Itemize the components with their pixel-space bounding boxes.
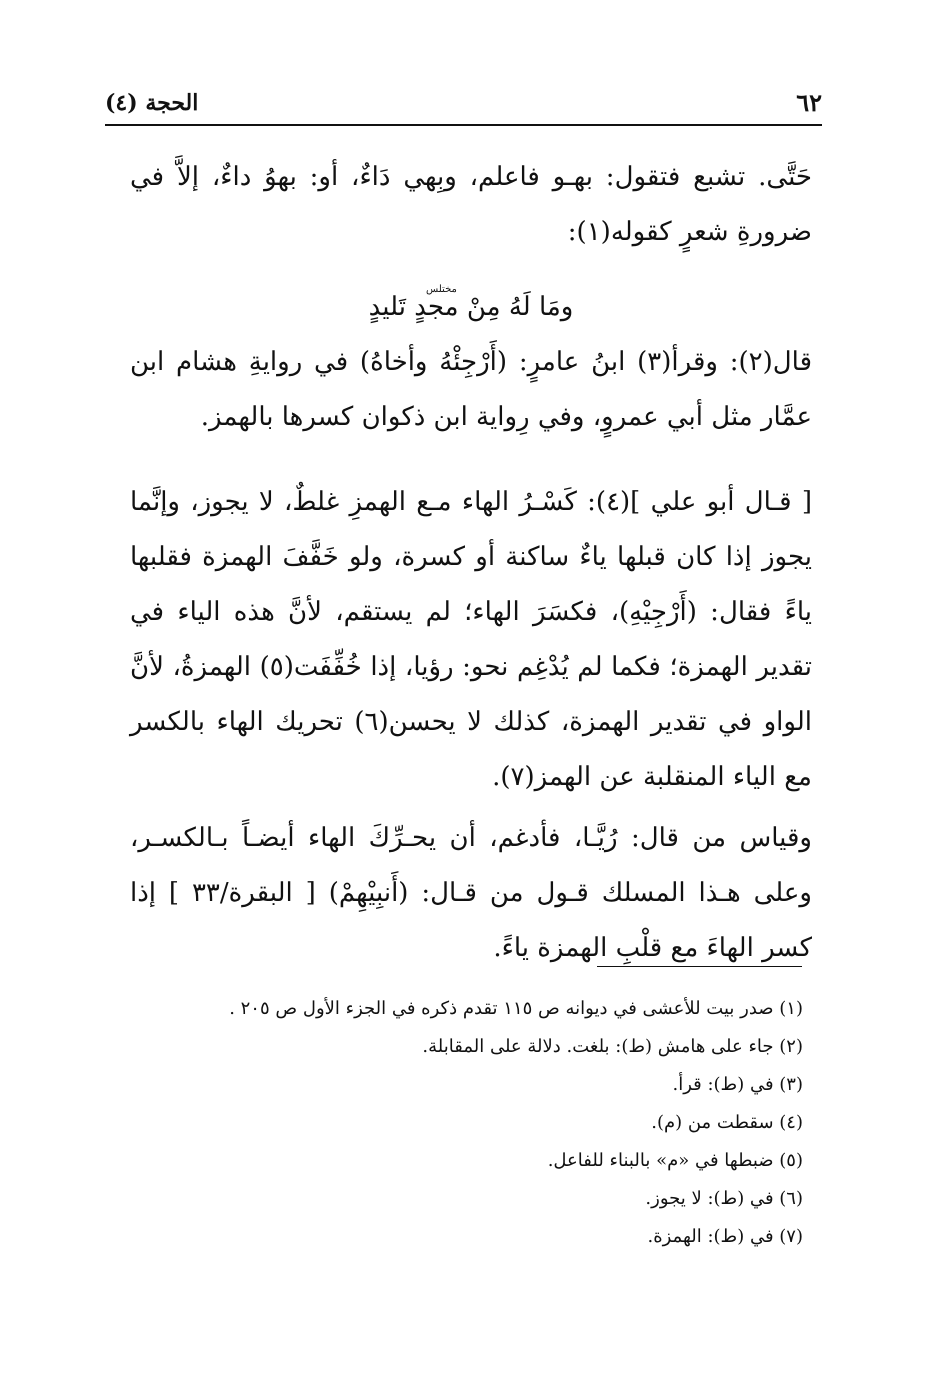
footnote-1: (١) صدر بيت للأعشى في ديوانه ص ١١٥ تقدم ذكره في الجزء الأول ص ٢٠٥ . [229,998,803,1019]
footnote-6: (٦) في (ط): لا يجوز. [645,1188,803,1209]
page-number: ٦٢ [796,88,822,117]
footnote-2: (٢) جاء على هامش (ط): بلغت. دلالة على المقابلة. [422,1036,803,1057]
footnote-4: (٤) سقطت من (م). [651,1112,803,1133]
poetry-verse-block [130,260,812,335]
footnotes [120,990,803,1256]
poetry-verse: ومَا لَهُ مِنْ مجدٍ تَليدٍ [368,292,574,322]
footnote-divider [597,966,802,967]
footnote-5: (٥) ضبطها في «م» بالبناء للفاعل. [547,1150,803,1171]
running-title: الحجة (٤) [105,90,199,116]
paragraph-3: [ قـال أبو علي ](٤): كَسْـرُ الهاء مـع الهمزِ غلطٌ، لا يجوز، وإنَّما يجوز إذا كان قبلها ياءٌ ساكنة أو كسرة، ولو خَفَّفَ الهمزة فقلبها ياءً فقال: (أَرْجِيْهِ)، فكسَرَ الهاء؛ لم يستقم، لأنَّ هذه الياء في تقدير الهمزة؛ فكما لم يُدْغِم نحو: رؤيا، إذا خُفِّفَت(٥) الهمزةُ، لأنَّ الواو في تقدير الهمزة، كذلك لا يحسن(٦) تحريك الهاء بالكسر مع الياء المنقلبة عن الهمز(٧). [130,487,812,792]
paragraph-1: حَتَّى. تشبع فتقول: بهـو فاعلم، وبِهي دَاءٌ، أو: بهوُ داءٌ، إلاَّ في ضرورةِ شعرٍ كقوله(١): [130,162,812,247]
footnote-3: (٣) في (ط): قرأ. [672,1074,803,1095]
footnote-7: (٧) في (ط): الهمزة. [647,1226,803,1247]
paragraph-2: قال(٢): وقرأ(٣) ابنُ عامرٍ: (أَرْجِئْهُ وأخاهُ) في روايةِ هشام ابن عمَّار مثل أبي عمروٍ، وفي رِواية ابن ذكوان كسرها بالهمز. [130,347,812,432]
page-header [105,88,822,126]
verse-margin-note: مختلس [426,284,457,295]
main-text [130,150,812,976]
paragraph-4: وقياس من قال: رُيَّـا، فأدغم، أن يحـرِّكَ الهاء أيضـاً بـالكسـر، وعلى هـذا المسلك قـول من قـال: (أَنبِيْهِمْ) [ البقرة/٣٣ ] إذا كسر الهاءَ مع قلْبِ الهمزة ياءً. [130,823,812,963]
